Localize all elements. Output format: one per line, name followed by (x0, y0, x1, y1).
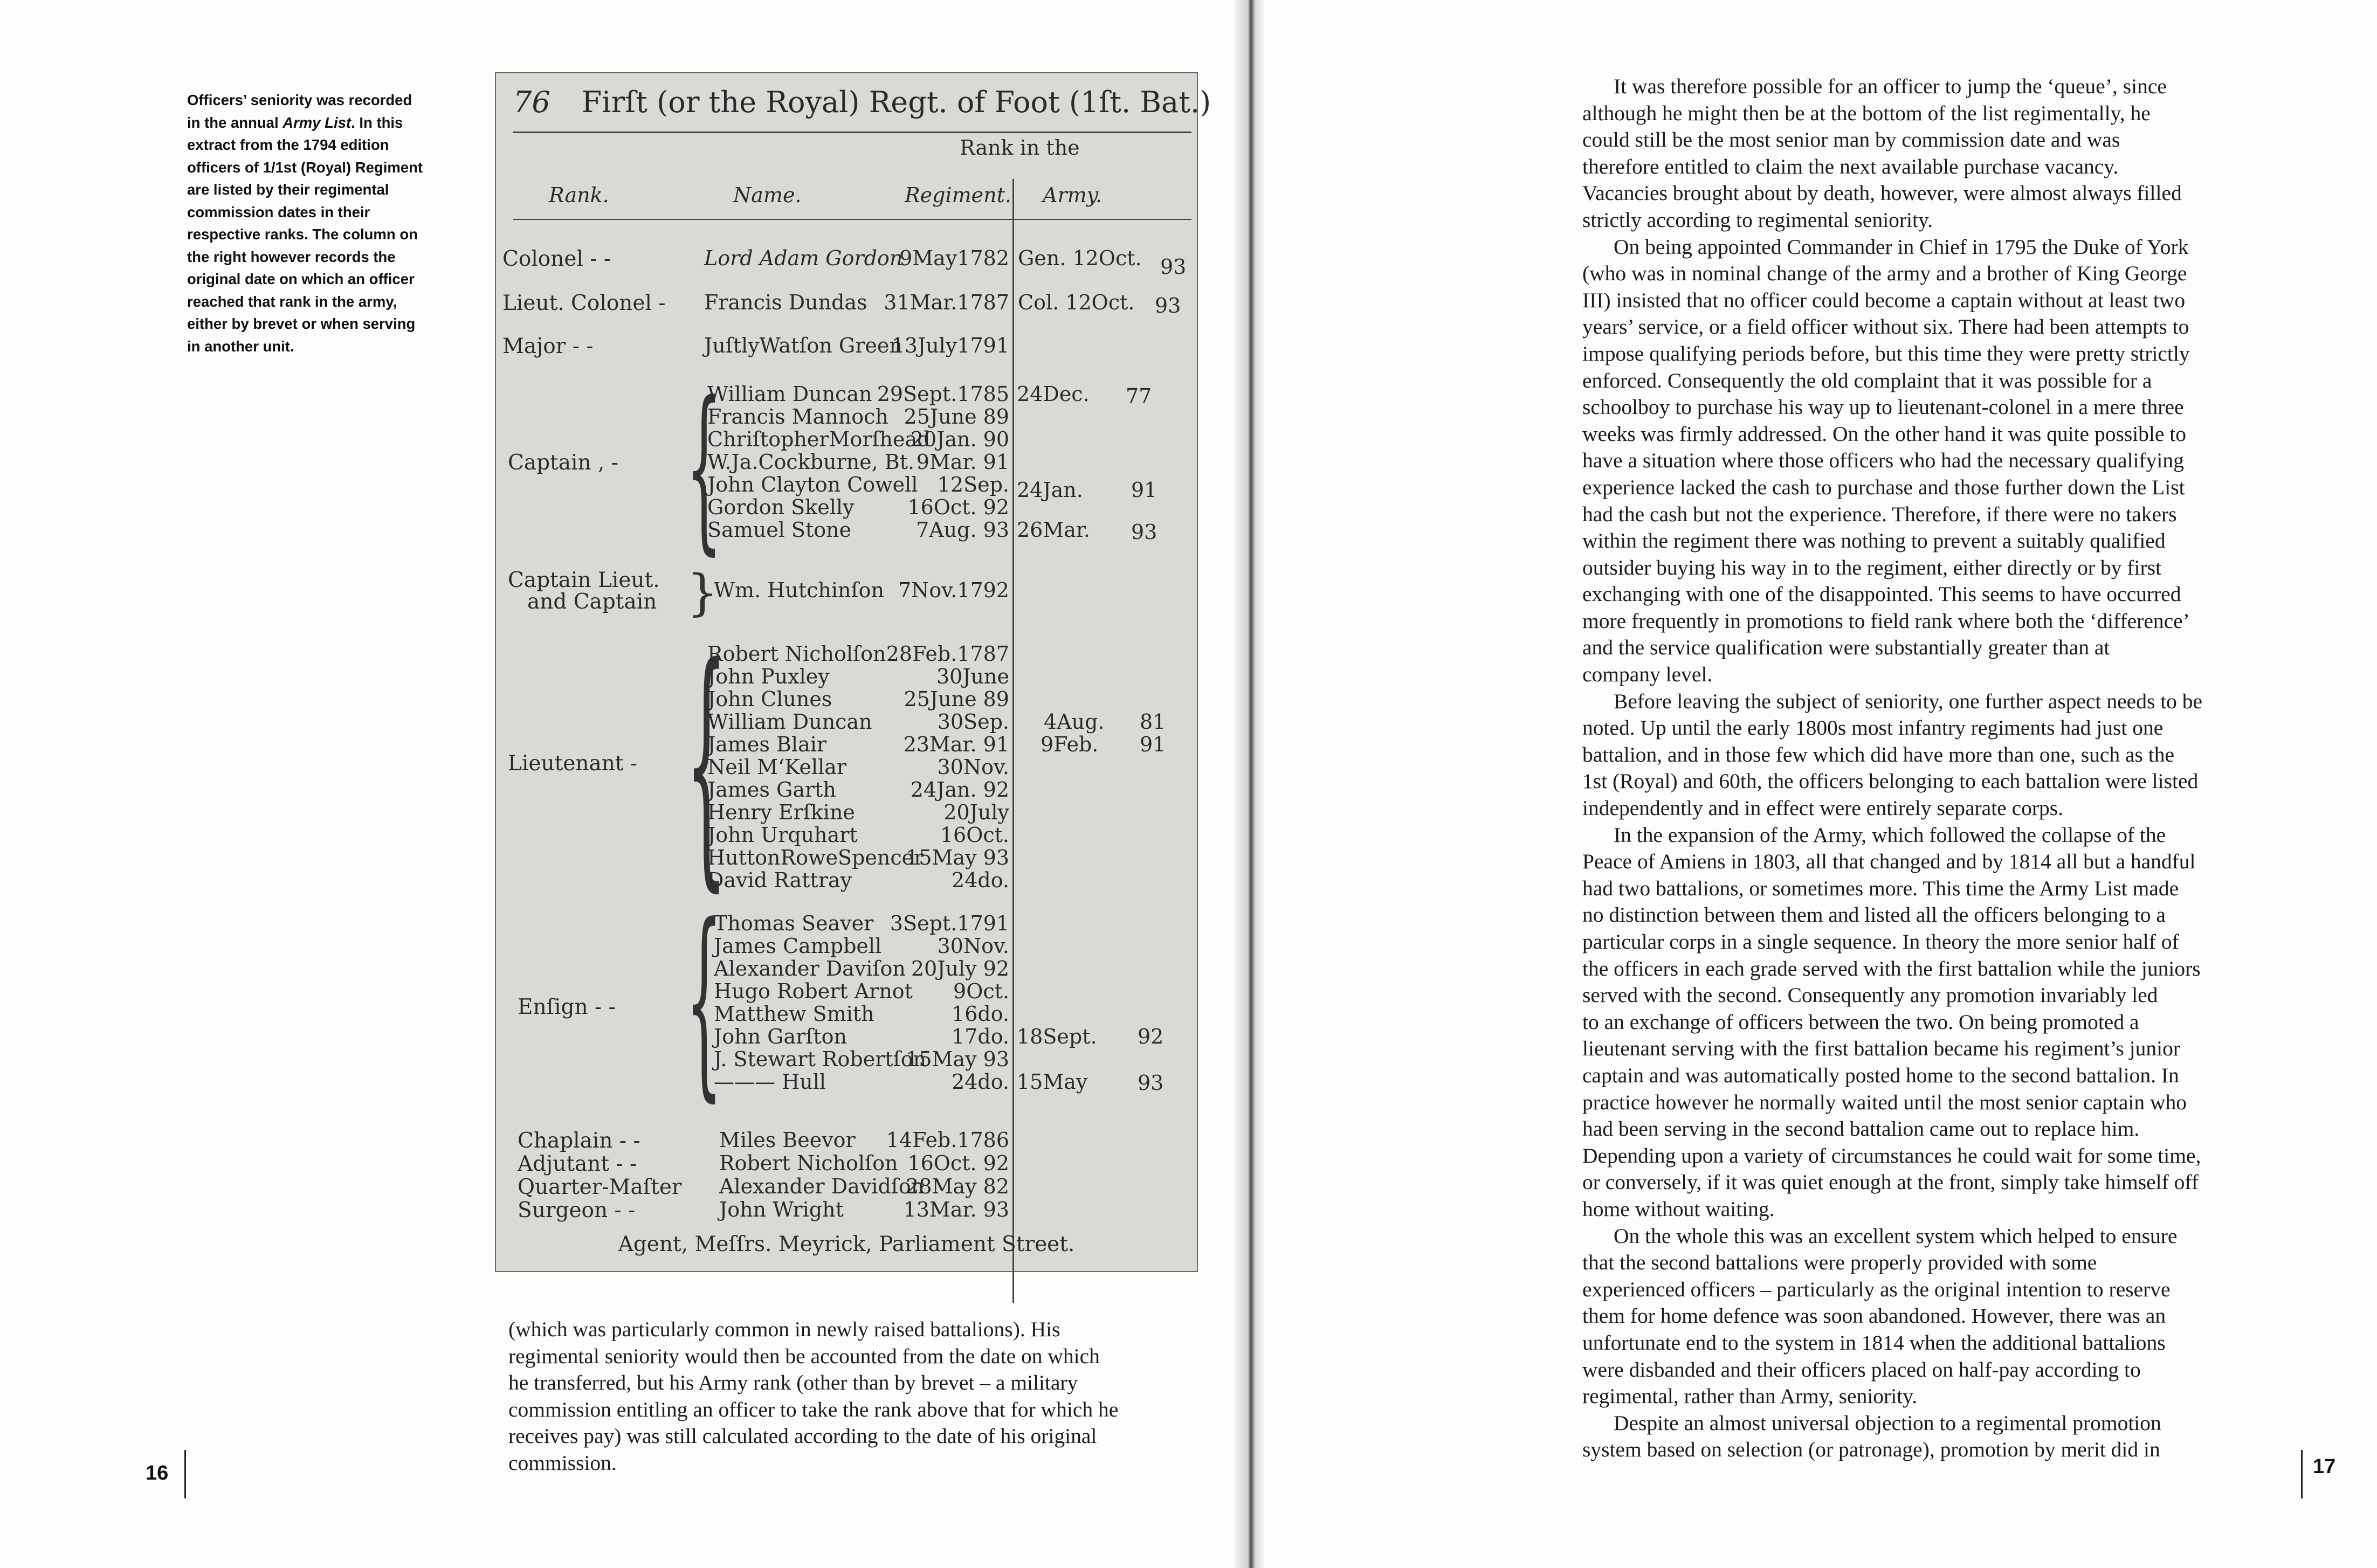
page-number-left: 16 (146, 1462, 169, 1484)
army-list-excerpt (495, 72, 1211, 1272)
row-name: Henry Erſkine (707, 800, 855, 824)
lieutenant-brace: { (686, 612, 727, 914)
row-regiment-date: 20July 92 (911, 957, 1009, 980)
text-line: practice however he normally waited until the most senior captain who (1582, 1090, 2187, 1114)
row-army-year: 77 (1126, 384, 1152, 408)
row-name: Thomas Seaver (714, 911, 874, 935)
row-army-date: 4Aug. (1044, 710, 1105, 734)
row-name: Miles Beevor (719, 1128, 856, 1152)
text-line: enforced. Consequently the old complaint that it was possible for a (1582, 368, 2152, 392)
text-line: 1st (Royal) and 60th, the officers belonging to each battalion were listed (1582, 769, 2199, 793)
text-line: Peace of Amiens in 1803, all that changed and by 1814 all but a handful (1582, 849, 2196, 874)
row-name: Lord Adam Gordon (704, 246, 903, 270)
row-regiment-date: 24Jan. 92 (910, 778, 1009, 802)
caption-line: commission dates in their (187, 203, 370, 220)
text-line: impose qualifying periods before, but this time they were pretty strictly (1582, 341, 2190, 365)
text-line: receives pay) was still calculated according to the date of his original (508, 1424, 1097, 1448)
text-line: therefore entitled to claim the next available purchase vacancy. (1582, 154, 2119, 178)
captain-lieut-brace: } (687, 564, 719, 621)
rank-quarter-master: Quarter-Maſter (518, 1175, 682, 1199)
column-divider (1012, 179, 1014, 1303)
text-line: no distinction between them and listed all the officers belonging to a (1582, 903, 2166, 927)
page-number-right: 17 (2313, 1455, 2336, 1478)
row-name: John Garſton (714, 1025, 847, 1048)
text-line: (which was particularly common in newly raised battalions). His (508, 1317, 1060, 1341)
caption-line: either by brevet or when serving (187, 315, 416, 332)
text-line: the officers in each grade served with the first battalion while the juniors (1582, 956, 2201, 980)
rank-lieutenant: Lieutenant - (508, 751, 638, 776)
row-name: W.Ja.Cockburne, Bt. (707, 450, 915, 474)
text-line: to an exchange of officers between the two. On being promoted a (1582, 1010, 2139, 1034)
row-regiment-date: 16Oct. 92 (907, 1151, 1009, 1175)
row-regiment-date: 16do. (952, 1002, 1009, 1026)
text-line: had two battalions, or sometimes more. This time the Army List made (1582, 876, 2179, 900)
text-line: had the cash but not the experience. Therefore, if there were no takers (1582, 502, 2177, 526)
text-line: Depending upon a variety of circumstances he could wait for some time, (1582, 1143, 2201, 1168)
header-regiment: Regiment. (905, 183, 1011, 207)
row-regiment-date: 24do. (952, 868, 1009, 892)
text-line: or conversely, if it was quiet enough at the front, simply take himself off (1582, 1170, 2199, 1194)
rank-adjutant: Adjutant - - (518, 1152, 637, 1176)
row-regiment-date: 17do. (952, 1025, 1009, 1048)
row-regiment-date: 14Feb.1786 (886, 1128, 1009, 1152)
text-line: lieutenant serving with the first battalion became his regiment’s junior (1582, 1037, 2181, 1061)
row-regiment-date: 13July1791 (891, 334, 1009, 357)
row-name: Neil M‘Kellar (707, 755, 847, 779)
text-line: unfortunate end to the system in 1814 when the additional battalions (1582, 1330, 2166, 1355)
row-name: ——— Hull (714, 1070, 826, 1094)
row-regiment-date: 9Mar. 91 (916, 450, 1009, 474)
rank-chaplain: Chaplain - - (518, 1129, 640, 1153)
text-line: experienced officers – particularly as the original intention to reserve (1582, 1277, 2171, 1301)
row-army-date: 26Mar. (1017, 518, 1090, 542)
row-army-date: Col. 12Oct. (1018, 291, 1135, 314)
text-line: had been serving in the second battalion came out to replace him. (1582, 1117, 2140, 1141)
row-regiment-date: 24do. (952, 1070, 1009, 1094)
row-army-date: 18Sept. (1017, 1025, 1097, 1048)
text-line: III) insisted that no officer could become a captain without at least two (1582, 288, 2186, 312)
header-army: Army. (1043, 183, 1103, 207)
row-name: Robert Nicholſon (719, 1151, 898, 1175)
row-name: Francis Mannoch (707, 405, 888, 429)
row-army-year: 91 (1140, 733, 1166, 756)
rank-captain: Captain , - (508, 451, 618, 475)
text-line: strictly according to regimental seniority. (1582, 208, 1933, 232)
row-regiment-date: 30June (936, 665, 1009, 688)
row-name: JuſtlyWatſon Green (704, 334, 902, 357)
text-line: noted. Up until the early 1800s most infantry regiments had just one (1582, 716, 2164, 740)
book-gutter (1235, 0, 1264, 1568)
row-name: William Duncan (707, 710, 872, 734)
row-regiment-date: 23Mar. 91 (903, 733, 1009, 756)
excerpt-title-row (513, 85, 1211, 119)
agent-line: Agent, Meſſrs. Meyrick, Parliament Street. (618, 1232, 1075, 1256)
page-number-rule (2301, 1450, 2303, 1498)
row-army-year: 81 (1140, 710, 1166, 734)
header-name: Name. (733, 183, 802, 207)
row-regiment-date: 9Oct. (953, 979, 1009, 1003)
row-name: John Clayton Cowell (707, 473, 918, 496)
caption-line: in another unit. (187, 337, 294, 355)
row-name: John Puxley (707, 665, 830, 688)
row-name: John Clunes (707, 687, 832, 711)
row-name: Gordon Skelly (707, 495, 855, 519)
row-army-year: 93 (1155, 294, 1181, 317)
ensign-brace: { (686, 881, 722, 1120)
row-regiment-date: 20July (943, 800, 1009, 824)
text-line: more frequently in promotions to field rank where both the ‘difference’ (1582, 609, 2190, 633)
rank-captain-lieut: Captain Lieut. (508, 568, 660, 592)
text-line: regimental seniority would then be accounted from the date on which (508, 1344, 1100, 1368)
row-army-date: 15May (1017, 1070, 1088, 1094)
row-name: Matthew Smith (714, 1002, 874, 1026)
row-regiment-date: 28May 82 (906, 1175, 1009, 1198)
row-regiment-date: 29Sept.1785 (877, 382, 1009, 406)
right-body-text (1582, 73, 2291, 1463)
row-regiment-date: 15May 93 (906, 1047, 1009, 1071)
text-line: particular corps in a single sequence. In theory the more senior half of (1582, 930, 2179, 954)
caption-line: the right however records the (187, 248, 396, 265)
text-line: commission entitling an officer to take the rank above that for which he (508, 1397, 1119, 1421)
text-line: Vacancies brought about by death, however, were almost always filled (1582, 181, 2182, 205)
figure-caption (187, 89, 462, 357)
row-regiment-date: 3Sept.1791 (890, 911, 1009, 935)
row-regiment-date: 7Nov.1792 (898, 578, 1009, 602)
text-line: served with the second. Consequently any promotion invariably led (1582, 983, 2158, 1007)
caption-line: respective ranks. The column on (187, 226, 418, 243)
rank-colonel: Colonel - - (502, 247, 611, 271)
text-line: were disbanded and their officers placed on half-pay according to (1582, 1357, 2141, 1382)
text-line: schoolboy to purchase his way up to lieutenant-colonel in a mere three (1582, 395, 2184, 419)
caption-italic: Army List (283, 114, 352, 131)
text-line: independently and in effect were entirely separate corps. (1582, 796, 2064, 820)
text-line: have a situation where those officers who had the necessary qualifying (1582, 448, 2184, 473)
text-line: within the regiment there was nothing to prevent a suitably qualified (1582, 529, 2166, 553)
row-name: David Rattray (707, 868, 852, 892)
text-line: he transferred, but his Army rank (other than by brevet – a military (508, 1371, 1078, 1395)
text-line: It was therefore possible for an officer to jump the ‘queue’, since (1614, 74, 2167, 98)
row-name: James Campbell (714, 934, 882, 958)
row-name: ChriſtopherMorſhead (707, 427, 931, 451)
row-regiment-date: 25June 89 (904, 405, 1009, 429)
text-line: experience lacked the cash to purchase and those further down the List (1582, 475, 2185, 499)
caption-line: officers of 1/1st (Royal) Regiment (187, 158, 423, 176)
caption-line: extract from the 1794 edition (187, 136, 389, 153)
row-name: J. Stewart Robertſon (714, 1047, 927, 1071)
row-army-date: 24Dec. (1017, 382, 1090, 406)
text-line: On being appointed Commander in Chief in 1795 the Duke of York (1614, 234, 2189, 259)
row-name: Robert Nicholſon (707, 642, 886, 666)
rank-and-captain: and Captain (527, 590, 657, 614)
caption-line: in the annual Army List. In this (187, 114, 403, 131)
text-line: Before leaving the subject of seniority, one further aspect needs to be (1614, 689, 2203, 713)
row-name: John Urquhart (707, 823, 858, 847)
text-line: (who was in nominal change of the army and a brother of King George (1582, 261, 2187, 286)
row-regiment-date: 30Sep. (937, 710, 1009, 734)
text-line: On the whole this was an excellent system which helped to ensure (1614, 1224, 2178, 1248)
header-rank: Rank. (549, 183, 609, 207)
row-army-year: 92 (1138, 1025, 1164, 1048)
text-line: could still be the most senior man by commission date and was (1582, 128, 2120, 152)
rank-ensign: Enſign - - (518, 995, 616, 1019)
row-regiment-date: 15May 93 (906, 846, 1009, 869)
row-regiment-date: 16Oct. (940, 823, 1009, 847)
row-regiment-date: 30Nov. (937, 934, 1009, 958)
row-name: Hugo Robert Arnot (714, 979, 913, 1003)
row-regiment-date: 31Mar.1787 (884, 291, 1009, 314)
text-line: that the second battalions were properly provided with some (1582, 1251, 2097, 1275)
row-name: William Duncan (707, 382, 872, 406)
text-line: exchanging with one of the disappointed. This seems to have occurred (1582, 582, 2181, 606)
row-army-year: 93 (1160, 255, 1187, 279)
page-number-rule (184, 1450, 186, 1498)
text-line: outsider buying his way in to the regiment, either directly or by first (1582, 555, 2161, 579)
row-regiment-date: 25June 89 (904, 687, 1009, 711)
row-name: HuttonRoweSpencer (707, 846, 924, 869)
row-name: Alexander Daviſon (714, 957, 906, 980)
excerpt-title: Firſt (or the Royal) Regt. of Foot (1ſt. Bat.) (581, 85, 1211, 119)
row-regiment-date: 16Oct. 92 (907, 495, 1009, 519)
row-regiment-date: 30Nov. (937, 755, 1009, 779)
rank-lieut-colonel: Lieut. Colonel - (502, 291, 666, 315)
text-line: years’ service, or a field officer without six. There had been attempts to (1582, 315, 2189, 339)
rank-surgeon: Surgeon - - (518, 1198, 636, 1222)
row-regiment-date: 20Jan. 90 (910, 427, 1009, 451)
text-line: battalion, and in those few which did have more than one, such as the (1582, 742, 2175, 766)
title-rule (513, 132, 1191, 133)
text-line: regimental, rather than Army, seniority. (1582, 1384, 1918, 1408)
row-name: Francis Dundas (704, 291, 867, 314)
rank-major: Major - - (502, 334, 594, 358)
row-name: Wm. Hutchinſon (714, 578, 884, 602)
row-army-date: 9Feb. (1041, 733, 1099, 756)
row-name: James Garth (707, 778, 836, 802)
row-name: Samuel Stone (707, 518, 852, 542)
text-line: weeks was firmly addressed. On the other hand it was quite possible to (1582, 422, 2187, 446)
caption-line: are listed by their regimental (187, 181, 389, 198)
text-line: them for home defence was soon abandoned. However, there was an (1582, 1304, 2166, 1328)
left-body-text (508, 1316, 1207, 1477)
caption-line: reached that rank in the army, (187, 293, 397, 310)
row-regiment-date: 9May1782 (899, 246, 1009, 270)
row-regiment-date: 12Sep. (937, 473, 1009, 496)
text-line: and the service qualification were substantially greater than at (1582, 636, 2110, 660)
text-line: In the expansion of the Army, which followed the collapse of the (1614, 823, 2166, 847)
rank-in-the-label: Rank in the (960, 136, 1080, 160)
row-regiment-date: 28Feb.1787 (886, 642, 1009, 666)
text-line: commission. (508, 1450, 617, 1475)
text-line: although he might then be at the bottom of the list regimentally, he (1582, 101, 2151, 125)
row-army-date: Gen. 12Oct. (1018, 246, 1142, 270)
row-regiment-date: 7Aug. 93 (916, 518, 1009, 542)
row-name: James Blair (707, 733, 827, 756)
row-regiment-date: 13Mar. 93 (903, 1198, 1009, 1221)
text-line: captain and was automatically posted home to the second battalion. In (1582, 1063, 2179, 1087)
text-line: Despite an almost universal objection to a regimental promotion (1614, 1411, 2161, 1435)
row-army-date: 24Jan. (1017, 478, 1083, 502)
row-army-year: 91 (1131, 478, 1158, 502)
row-name: Alexander Davidſon (719, 1175, 925, 1198)
row-army-year: 93 (1138, 1071, 1164, 1095)
caption-line: original date on which an officer (187, 271, 415, 287)
captain-brace: { (686, 364, 722, 571)
text-line: system based on selection (or patronage), promotion by merit did in (1582, 1438, 2160, 1462)
excerpt-page-number: 76 (513, 85, 550, 119)
header-rule (513, 219, 1191, 220)
text-line: home without waiting. (1582, 1197, 1775, 1221)
caption-line: Officers’ seniority was recorded (187, 92, 412, 108)
row-name: John Wright (719, 1198, 844, 1221)
text-line: company level. (1582, 662, 1713, 687)
row-army-year: 93 (1131, 520, 1158, 544)
